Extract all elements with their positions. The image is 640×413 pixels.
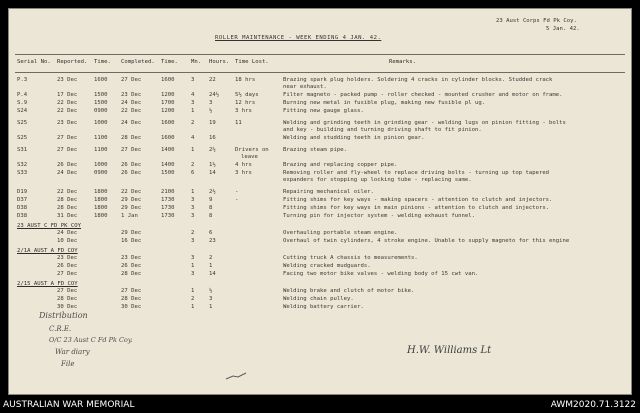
men-cell: 3 [191,77,195,83]
completed-cell: 26 Dec [121,263,142,269]
men-cell: 3 [191,205,195,211]
completed-cell: 28 Dec [121,271,142,277]
reported-cell: 27 Dec [57,147,78,153]
reported-cell: 24 Dec [57,170,78,176]
reported-cell: 27 Dec [57,271,78,277]
remarks-cell: Welding battery carrier. [283,304,364,310]
time-cell: 1000 [94,162,108,168]
serial-cell: S32 [17,162,28,168]
time-lost-cell: 3 hrs [235,170,252,176]
serial-cell: S25 [17,135,28,141]
completed-cell: 27 Dec [121,77,142,83]
men-cell: 6 [191,170,195,176]
hours-cell: ½ [209,288,213,294]
remarks-cell: Brazing spark plug holders. Soldering 4 cracks in cylinder blocks. Studded crack [283,77,553,83]
hours-cell: 16 [209,135,216,141]
reported-cell: 28 Dec [57,296,78,302]
pencil-mark-icon [224,371,250,381]
hours-cell: 6 [209,230,213,236]
time-cell: 1500 [94,92,108,98]
header-rule-top [15,54,625,55]
time-cell: 1800 [94,213,108,219]
men-cell: 3 [191,197,195,203]
hours-cell: 2½ [209,189,216,195]
men-cell: 2 [191,296,195,302]
hours-cell: 14 [209,170,216,176]
serial-cell: D37 [17,197,28,203]
remarks-cell: Brazing and replacing copper pipe. [283,162,398,168]
reported-cell: 23 Dec [57,255,78,261]
section-label: 2/15 AUST A FD COY [17,281,78,287]
completed-cell: 16 Dec [121,238,142,244]
time-cell: 1800 [94,189,108,195]
reported-cell: 30 Dec [57,304,78,310]
completed-cell: 22 Dec [121,189,142,195]
remarks-cell: Facing two motor bike valves - welding body of 15 cwt van. [283,271,479,277]
time-cell: 0900 [94,170,108,176]
section-label: 23 AUST C FD PK COY [17,223,81,229]
completed-cell: 28 Dec [121,296,142,302]
hours-cell: 3 [209,296,213,302]
remarks-cell: and key - building and turning driving shaft to fit pinion. [283,127,482,133]
remarks-cell: expanders for stopping up locking tube - replacing same. [283,177,472,183]
time-cell: 1700 [161,100,175,106]
time-lost-cell: - [235,189,239,195]
remarks-cell: Welding brake and clutch of motor bike. [283,288,415,294]
time-cell: 1800 [94,205,108,211]
men-cell: 4 [191,135,195,141]
distribution-cre: C.R.E. [49,325,72,333]
completed-cell: 23 Dec [121,92,142,98]
completed-cell: 28 Dec [121,135,142,141]
document-page [8,8,632,395]
remarks-cell: Burning new metal in fusible plug, making new fusible pl ug. [283,100,486,106]
column-header: Time. [94,59,111,65]
reported-cell: 28 Dec [57,197,78,203]
time-lost-cell: 5½ days [235,92,259,98]
reported-cell: 23 Dec [57,77,78,83]
header-rule-bottom [15,72,625,73]
remarks-cell: Cutting truck A chassis to measurements. [283,255,418,261]
time-cell: 1730 [161,213,175,219]
remarks-cell: Welding chain pulley. [283,296,354,302]
hours-cell: 1 [209,263,213,269]
hours-cell: 3 [209,100,213,106]
remarks-cell: Fitting shims for key ways - making spacers - attention to clutch and injectors. [283,197,553,203]
time-cell: 1500 [94,100,108,106]
time-lost-cell: 18 hrs [235,77,256,83]
time-lost-cell: - [235,197,239,203]
time-lost-cell: 3 hrs [235,108,252,114]
reported-cell: 27 Dec [57,288,78,294]
men-cell: 1 [191,189,195,195]
remarks-cell: Overhaul of twin cylinders, 4 stroke engine. Unable to supply magneto for this engine [283,238,570,244]
remarks-cell: Overhauling portable steam engine. [283,230,398,236]
serial-cell: S25 [17,120,28,126]
remarks-cell: Welding and studding teeth in pinion gear. [283,135,425,141]
time-cell: 1730 [161,205,175,211]
reported-cell: 24 Dec [57,230,78,236]
remarks-cell: Removing roller and fly-wheel to replace driving bolts - turning up top tapered [283,170,550,176]
time-lost-cell: 11 [235,120,242,126]
serial-cell: D38 [17,205,28,211]
time-cell: 1000 [94,120,108,126]
column-header: Hours. [209,59,230,65]
completed-cell: 26 Dec [121,162,142,168]
time-lost-cell: 12 hrs [235,100,256,106]
reported-cell: 26 Dec [57,263,78,269]
hours-cell: 23 [209,238,216,244]
serial-cell: S31 [17,147,28,153]
men-cell: 1 [191,288,195,294]
remarks-cell: near exhaust. [283,84,327,90]
men-cell: 3 [191,271,195,277]
time-cell: 1100 [94,147,108,153]
serial-cell: S.9 [17,100,28,106]
reported-cell: 22 Dec [57,108,78,114]
reported-cell: 22 Dec [57,189,78,195]
completed-cell: 27 Dec [121,288,142,294]
reported-cell: 26 Dec [57,162,78,168]
section-label: 2/1A AUST A FD COY [17,248,78,254]
completed-cell: 24 Dec [121,120,142,126]
completed-cell: 30 Dec [121,304,142,310]
footer-accession: AWM2020.71.3122 [550,400,636,410]
completed-cell: 26 Dec [121,170,142,176]
hours-cell: 1 [209,304,213,310]
hours-cell: 14 [209,271,216,277]
time-cell: 1600 [161,135,175,141]
time-lost-cell: leave [241,154,258,160]
hours-cell: 8 [209,213,213,219]
men-cell: 2 [191,162,195,168]
completed-cell: 29 Dec [121,230,142,236]
reported-cell: 10 Dec [57,238,78,244]
men-cell: 4 [191,92,195,98]
completed-cell: 1 Jan [121,213,138,219]
signature: H.W. Williams Lt [407,345,492,356]
serial-cell: S33 [17,170,28,176]
completed-cell: 23 Dec [121,255,142,261]
hours-cell: 1½ [209,162,216,168]
column-header: Time Lost. [235,59,269,65]
reported-cell: 28 Dec [57,205,78,211]
report-title: ROLLER MAINTENANCE - WEEK ENDING 4 JAN. 42. [215,35,382,41]
distribution-war-diary: War diary [55,348,90,356]
men-cell: 2 [191,120,195,126]
time-lost-cell: Drivers on [235,147,269,153]
remarks-cell: Welding and grinding teeth in grinding gear - welding lugs on pinion fitting - bolts [283,120,566,126]
men-cell: 1 [191,147,195,153]
unit-name: 23 Aust Corps Fd Pk Coy. [496,18,577,24]
men-cell: 3 [191,213,195,219]
distribution-oc: O/C 23 Aust C Fd Pk Coy. [49,336,133,344]
hours-cell: 9 [209,197,213,203]
time-cell: 1400 [161,162,175,168]
completed-cell: 27 Dec [121,147,142,153]
men-cell: 1 [191,108,195,114]
time-cell: 1600 [94,77,108,83]
time-cell: 1500 [161,170,175,176]
time-cell: 1800 [94,197,108,203]
serial-cell: D19 [17,189,28,195]
column-header: Mn. [191,59,202,65]
time-cell: 1400 [161,147,175,153]
serial-cell: P.4 [17,92,28,98]
time-cell: 2100 [161,189,175,195]
hours-cell: 2 [209,255,213,261]
remarks-cell: Welding cracked mudguards. [283,263,371,269]
reported-cell: 17 Dec [57,92,78,98]
column-header: Time. [161,59,178,65]
remarks-cell: Repairing mechanical oiler. [283,189,374,195]
remarks-cell: Filter magneto - packed pump - roller checked - mounted crusher and motor on frame. [283,92,563,98]
reported-cell: 22 Dec [57,100,78,106]
time-cell: 1100 [94,135,108,141]
serial-cell: D38 [17,213,28,219]
hours-cell: ½ [209,108,213,114]
time-cell: 0900 [94,108,108,114]
column-header: Reported. [57,59,88,65]
hours-cell: 2½ [209,147,216,153]
men-cell: 3 [191,238,195,244]
time-lost-cell: 4 hrs [235,162,252,168]
distribution-title: Distribution [39,311,88,320]
remarks-cell: Fitting new gauge glass. [283,108,364,114]
time-cell: 1600 [161,120,175,126]
time-cell: 1200 [161,108,175,114]
men-cell: 3 [191,255,195,261]
report-date: 5 Jan. 42. [546,26,580,32]
column-header: Completed. [121,59,155,65]
reported-cell: 31 Dec [57,213,78,219]
remarks-cell: Turning pin for injector system - welding exhaust funnel. [283,213,475,219]
men-cell: 1 [191,263,195,269]
men-cell: 1 [191,304,195,310]
completed-cell: 29 Dec [121,205,142,211]
completed-cell: 22 Dec [121,108,142,114]
hours-cell: 19 [209,120,216,126]
hours-cell: 22 [209,77,216,83]
completed-cell: 24 Dec [121,100,142,106]
time-cell: 1730 [161,197,175,203]
men-cell: 2 [191,230,195,236]
footer-institution: AUSTRALIAN WAR MEMORIAL [3,400,135,410]
hours-cell: 24½ [209,92,220,98]
footer-bar [0,395,640,413]
column-header: Remarks. [389,59,416,65]
completed-cell: 29 Dec [121,197,142,203]
serial-cell: S24 [17,108,28,114]
reported-cell: 27 Dec [57,135,78,141]
reported-cell: 23 Dec [57,120,78,126]
distribution-file: File [61,360,75,368]
time-cell: 1600 [161,77,175,83]
time-cell: 1200 [161,92,175,98]
remarks-cell: Brazing steam pipe. [283,147,347,153]
men-cell: 3 [191,100,195,106]
serial-cell: P.3 [17,77,28,83]
hours-cell: 8 [209,205,213,211]
remarks-cell: Fitting shims for key ways in main pinions - attention to clutch and injectors. [283,205,550,211]
column-header: Serial No. [17,59,51,65]
